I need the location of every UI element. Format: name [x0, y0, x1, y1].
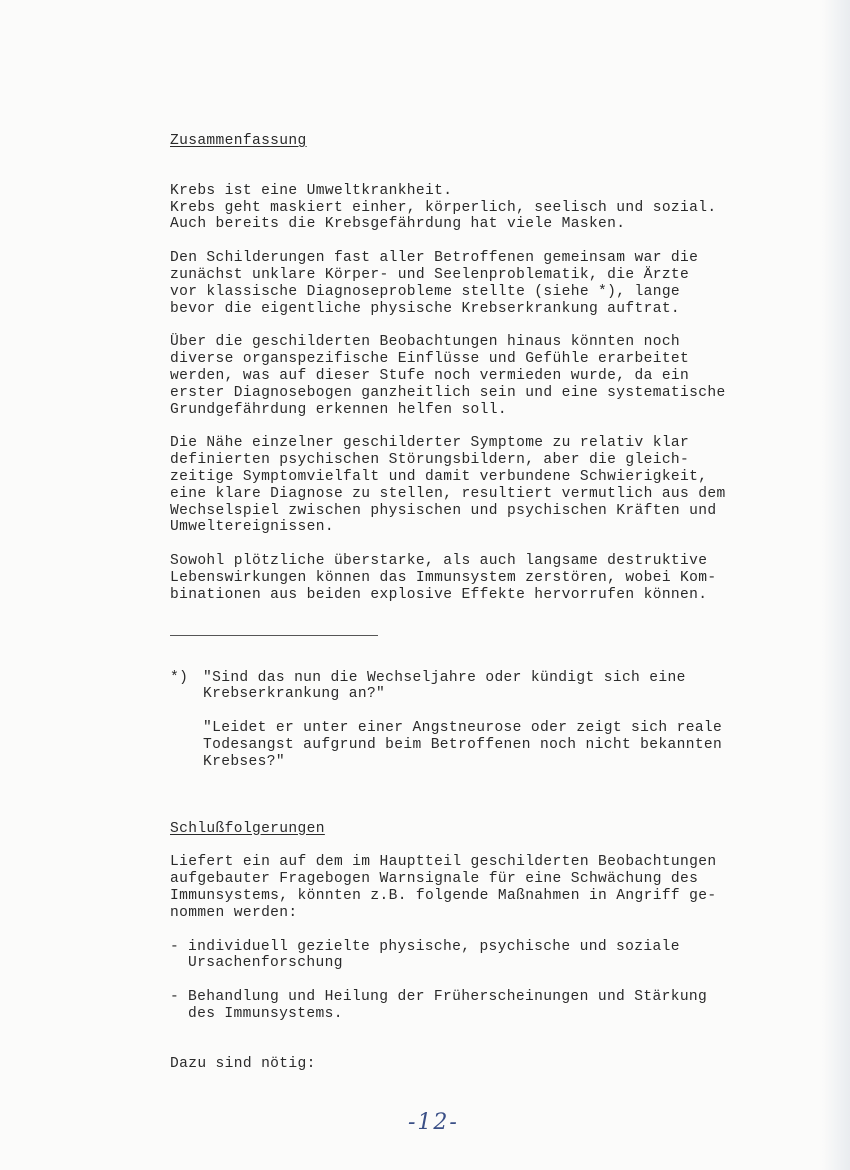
footnote-marker: *): [170, 669, 189, 686]
summary-paragraph-2: Den Schilderungen fast aller Betroffenen gemeinsam war die zunächst unklare Körper- und Seelenproblematik, die Ärzte vor klassische Diagnoseprobleme stellte (siehe *), lange bevor die eigentliche physische Krebserkrankung auftrat.: [170, 250, 699, 317]
conclusions-bullet-1: [170, 939, 810, 973]
footnote-quote-1: [170, 670, 810, 704]
summary-paragraph-5: Sowohl plötzliche überstarke, als auch langsame destruktive Lebenswirkungen können das Immunsystem zerstören, wobei Kom- binationen aus beiden explosive Effekte hervorrufen können.: [170, 553, 717, 603]
footnote-quote-text-1: "Sind das nun die Wechseljahre oder kündigt sich eine Krebserkrankung an?": [203, 669, 686, 703]
bullet-text-1: individuell gezielte physische, psychische und soziale Ursachenforschung: [188, 938, 680, 972]
summary-paragraph-4: Die Nähe einzelner geschilderter Symptome zu relativ klar definierten psychischen Störungsbildern, aber die gleich- zeitige Symptomvielfalt und damit verbundene Schwierigkeit, eine klare Diagnose zu stellen, resultiert vermutlich aus dem Wechselspiel zwischen physischen und psychischen Kräften und Umweltereignissen.: [170, 435, 726, 536]
summary-heading: Zusammenfassung: [170, 133, 307, 149]
bullet-marker: -: [170, 938, 180, 955]
page-edge-shadow: [822, 0, 850, 1170]
footnote-quote-2: [170, 720, 810, 770]
conclusions-heading: Schlußfolgerungen: [170, 820, 325, 837]
footnote-quote-text-2: "Leidet er unter einer Angstneurose oder zeigt sich reale Todesangst aufgrund beim Betroffenen noch nicht bekannten Krebses?": [203, 720, 723, 770]
conclusions-closing: Dazu sind nötig:: [170, 1055, 316, 1072]
bullet-marker: -: [170, 989, 180, 1006]
summary-paragraph-1: Krebs ist eine Umweltkrankheit. Krebs geht maskiert einher, körperlich, seelisch und sozial. Auch bereits die Krebsgefährdung hat viele Masken.: [170, 182, 717, 233]
conclusions-bullet-2: [170, 989, 810, 1023]
summary-paragraph-3: Über die geschilderten Beobachtungen hinaus könnten noch diverse organspezifische Einflüsse und Gefühle erarbeitet werden, was auf dieser Stufe noch vermieden wurde, da ein erster Diagnosebogen ganzheitlich sein und eine systematische Grundgefährdung erkennen helfen soll.: [170, 334, 726, 418]
conclusions-intro: Liefert ein auf dem im Hauptteil geschilderten Beobachtungen aufgebauter Fragebogen Warnsignale für eine Schwächung des Immunsystems, könnten z.B. folgende Maßnahmen in Angriff ge- nommen werden:: [170, 854, 717, 921]
bullet-text-2: Behandlung und Heilung der Früherscheinungen und Stärkung des Immunsystems.: [188, 989, 708, 1022]
document-body: [170, 133, 810, 1072]
handwritten-page-number: -12-: [408, 1110, 459, 1135]
